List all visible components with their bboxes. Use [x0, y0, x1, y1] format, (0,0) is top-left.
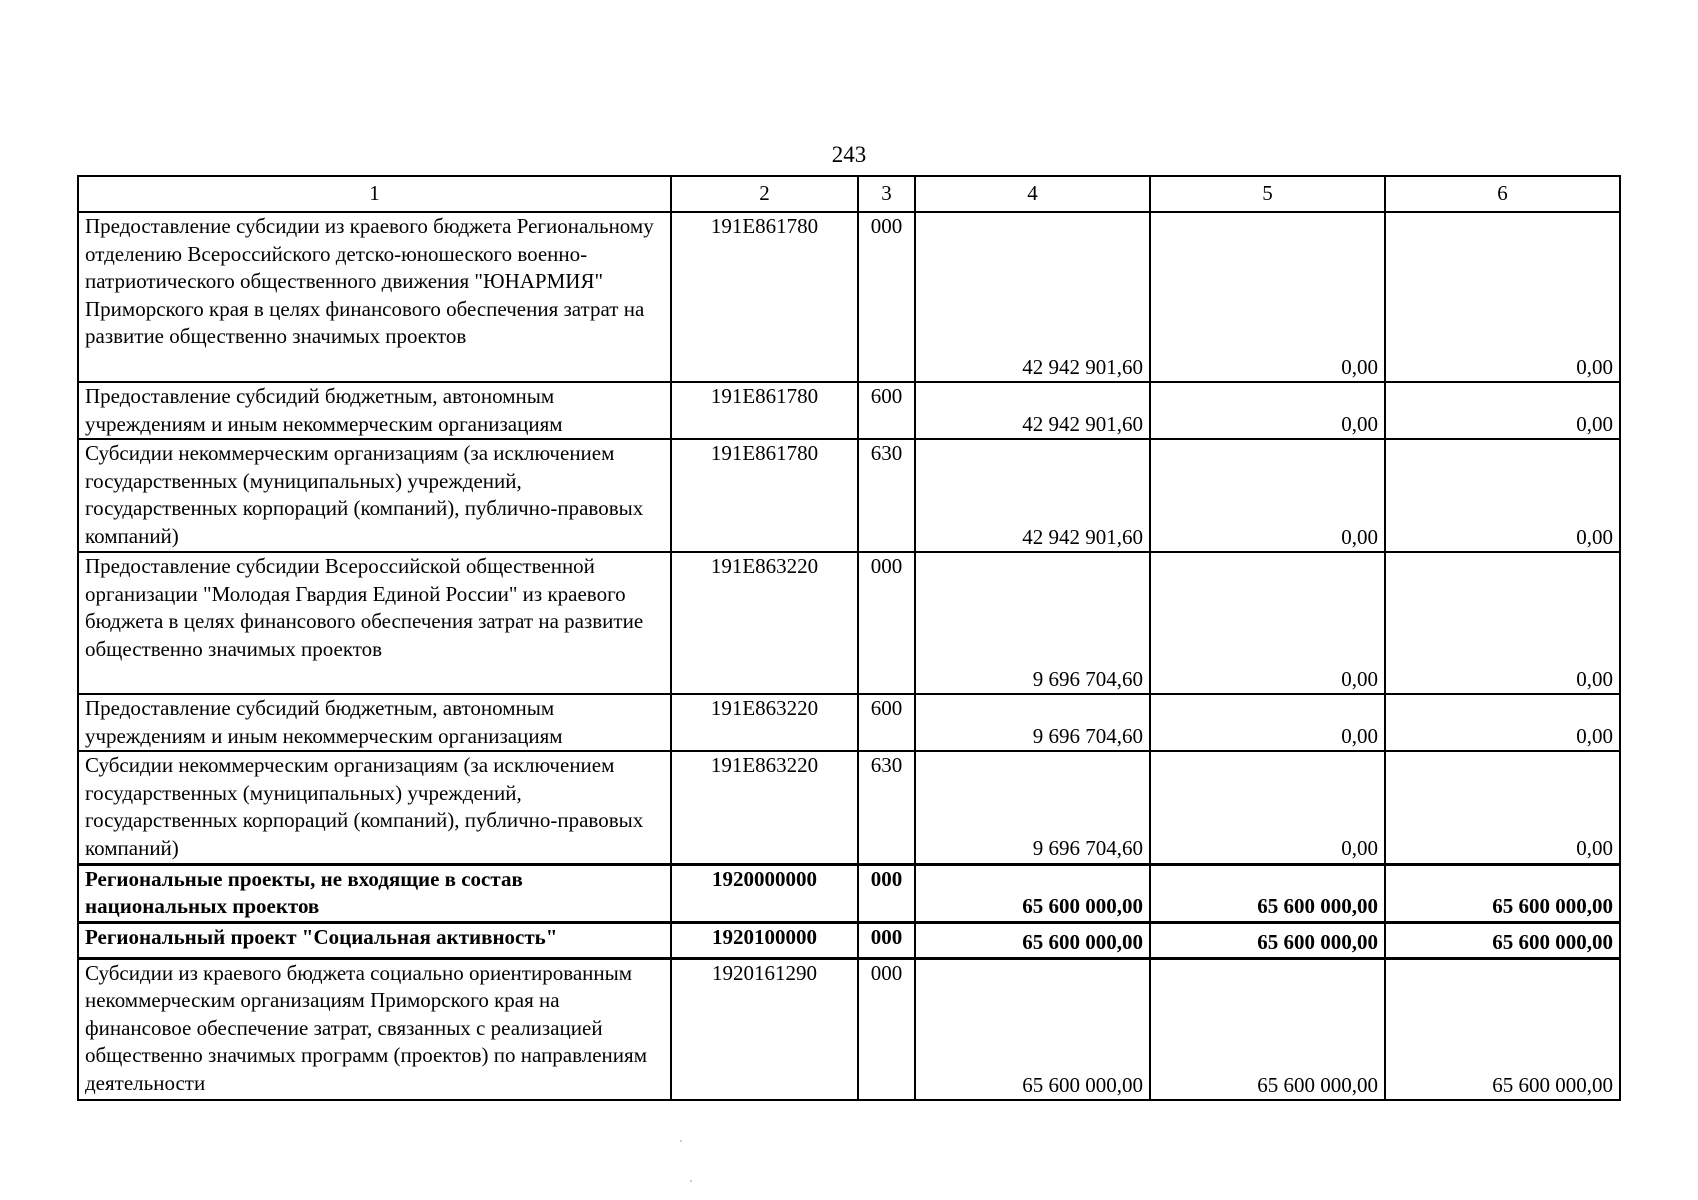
row-value-5: 65 600 000,00	[1150, 958, 1385, 1100]
row-value-4: 9 696 704,60	[915, 751, 1150, 864]
table-row	[78, 439, 1620, 552]
table-row	[78, 958, 1620, 1100]
column-header: 6	[1385, 176, 1620, 212]
column-header: 4	[915, 176, 1150, 212]
row-code: 191E861780	[671, 212, 858, 382]
table-row	[78, 382, 1620, 439]
row-value-6: 0,00	[1385, 439, 1620, 552]
row-code: 1920000000	[671, 864, 858, 922]
row-description: Субсидии некоммерческим организациям (за исключением государственных (муниципальных) учреждений, государственных корпораций (компаний), публично-правовых компаний)	[78, 439, 671, 552]
row-type: 630	[858, 439, 915, 552]
row-code: 191E861780	[671, 382, 858, 439]
budget-table	[77, 175, 1621, 1101]
row-code: 1920161290	[671, 958, 858, 1100]
table-row	[78, 552, 1620, 694]
table-row	[78, 751, 1620, 864]
row-value-4: 42 942 901,60	[915, 212, 1150, 382]
row-value-5: 0,00	[1150, 552, 1385, 694]
row-description: Предоставление субсидий бюджетным, автономным учреждениям и иным некоммерческим организациям	[78, 694, 671, 751]
row-value-4: 65 600 000,00	[915, 922, 1150, 958]
row-description: Предоставление субсидий бюджетным, автономным учреждениям и иным некоммерческим организациям	[78, 382, 671, 439]
row-type: 000	[858, 958, 915, 1100]
row-value-5: 65 600 000,00	[1150, 864, 1385, 922]
row-description: Субсидии из краевого бюджета социально ориентированным некоммерческим организациям Приморского края на финансовое обеспечение затрат, связанных с реализацией общественно значимых программ (проектов) по направлениям деятельности	[78, 958, 671, 1100]
row-value-5: 0,00	[1150, 212, 1385, 382]
row-value-6: 0,00	[1385, 694, 1620, 751]
column-header: 3	[858, 176, 915, 212]
row-type: 000	[858, 552, 915, 694]
row-value-6: 0,00	[1385, 751, 1620, 864]
row-description: Предоставление субсидии из краевого бюджета Региональному отделению Всероссийского детско-юношеского военно-патриотического общественного движения "ЮНАРМИЯ" Приморского края в целях финансового обеспечения затрат на развитие общественно значимых проектов	[78, 212, 671, 382]
column-header: 2	[671, 176, 858, 212]
row-value-6: 65 600 000,00	[1385, 922, 1620, 958]
table-row	[78, 694, 1620, 751]
scan-speck	[680, 1140, 682, 1142]
row-type: 000	[858, 922, 915, 958]
row-value-4: 42 942 901,60	[915, 382, 1150, 439]
column-header: 1	[78, 176, 671, 212]
row-value-5: 0,00	[1150, 694, 1385, 751]
row-value-6: 65 600 000,00	[1385, 958, 1620, 1100]
row-value-5: 0,00	[1150, 751, 1385, 864]
row-description: Предоставление субсидии Всероссийской общественной организации "Молодая Гвардия Единой России" из краевого бюджета в целях финансового обеспечения затрат на развитие общественно значимых проектов	[78, 552, 671, 694]
column-header: 5	[1150, 176, 1385, 212]
row-code: 191E863220	[671, 552, 858, 694]
row-description: Региональные проекты, не входящие в состав национальных проектов	[78, 864, 671, 922]
table-row	[78, 864, 1620, 922]
row-value-5: 65 600 000,00	[1150, 922, 1385, 958]
table-header-row	[78, 176, 1620, 212]
row-value-6: 0,00	[1385, 212, 1620, 382]
row-value-4: 9 696 704,60	[915, 694, 1150, 751]
row-value-6: 65 600 000,00	[1385, 864, 1620, 922]
row-description: Региональный проект "Социальная активность"	[78, 922, 671, 958]
row-value-5: 0,00	[1150, 439, 1385, 552]
row-type: 630	[858, 751, 915, 864]
row-type: 600	[858, 694, 915, 751]
row-code: 191E861780	[671, 439, 858, 552]
row-value-4: 9 696 704,60	[915, 552, 1150, 694]
row-value-4: 65 600 000,00	[915, 958, 1150, 1100]
row-value-5: 0,00	[1150, 382, 1385, 439]
row-value-4: 65 600 000,00	[915, 864, 1150, 922]
row-code: 191E863220	[671, 751, 858, 864]
row-value-4: 42 942 901,60	[915, 439, 1150, 552]
table-row	[78, 922, 1620, 958]
row-value-6: 0,00	[1385, 552, 1620, 694]
page-number: 243	[831, 142, 867, 167]
row-description: Субсидии некоммерческим организациям (за исключением государственных (муниципальных) учреждений, государственных корпораций (компаний), публично-правовых компаний)	[78, 751, 671, 864]
row-type: 000	[858, 864, 915, 922]
table-row	[78, 212, 1620, 382]
scan-speck	[690, 1180, 692, 1182]
row-type: 000	[858, 212, 915, 382]
row-code: 191E863220	[671, 694, 858, 751]
row-value-6: 0,00	[1385, 382, 1620, 439]
row-code: 1920100000	[671, 922, 858, 958]
row-type: 600	[858, 382, 915, 439]
